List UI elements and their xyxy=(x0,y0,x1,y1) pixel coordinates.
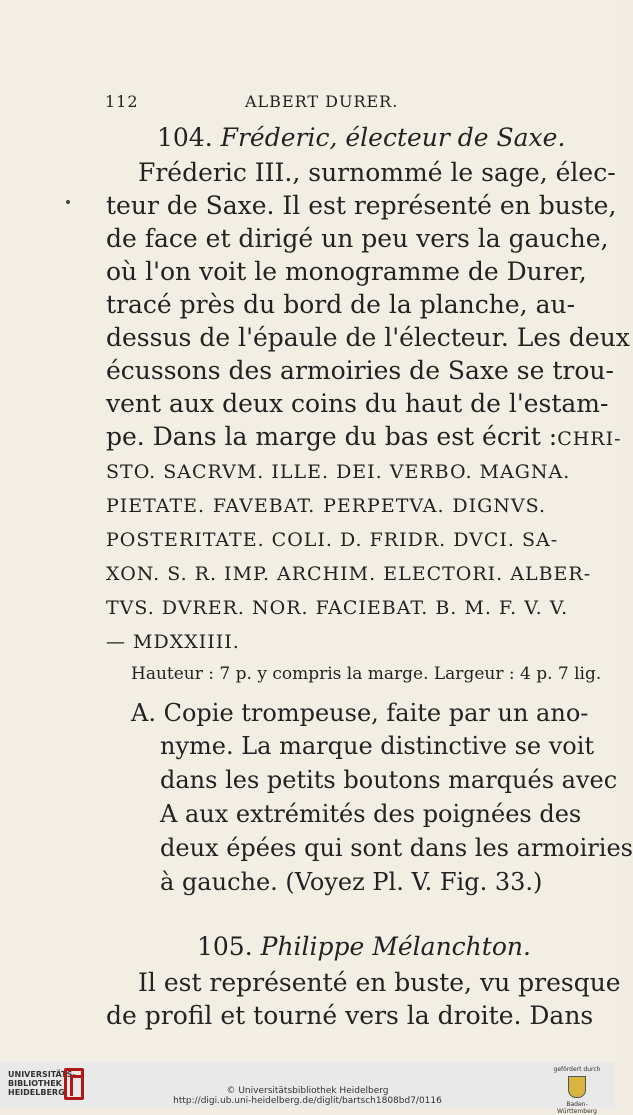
entry-title: Philippe Mélanchton. xyxy=(260,932,531,961)
copy-line: dans les petits boutons marqués avec xyxy=(160,766,618,794)
text-line: de face et dirigé un peu vers la gauche, xyxy=(106,224,609,253)
text-line: écussons des armoiries de Saxe se trou- xyxy=(106,356,614,385)
source-url[interactable]: http://digi.ub.uni-heidelberg.de/diglit/bartsch1808bd7/0116 xyxy=(173,1096,442,1106)
funder-name: Baden-Württemberg xyxy=(557,1101,597,1115)
entry-104-heading xyxy=(157,123,565,152)
text-line: où l'on voit le monogramme de Durer, xyxy=(106,257,587,286)
text-segment: pe. Dans la marge du bas est écrit : xyxy=(106,422,558,451)
inscription-line: — MDXXIIII. xyxy=(106,631,240,653)
entry-number: 104. xyxy=(157,123,213,152)
copy-line: A. Copie trompeuse, faite par un ano- xyxy=(131,699,589,727)
text-line: Il est représenté en buste, vu presque xyxy=(138,968,621,997)
inscription-start: CHRI- xyxy=(557,428,622,450)
ink-speck xyxy=(66,200,70,204)
inscription-line: STO. SACRVM. ILLE. DEI. VERBO. MAGNA. xyxy=(106,461,571,483)
page-number: 112 xyxy=(105,92,139,111)
dimensions-note: Hauteur : 7 p. y compris la marge. Largeur : 4 p. 7 lig. xyxy=(131,664,602,684)
entry-105-heading xyxy=(197,932,531,961)
inscription-line: XON. S. R. IMP. ARCHIM. ELECTORI. ALBER- xyxy=(106,563,592,585)
inscription-line: POSTERITATE. COLI. D. FRIDR. DVCI. SA- xyxy=(106,529,559,551)
text-line: de profil et tourné vers la droite. Dans xyxy=(106,1001,594,1030)
copyright-text: © Universitätsbibliothek Heidelberg xyxy=(226,1086,389,1096)
text-line xyxy=(106,420,622,456)
inscription-line: PIETATE. FAVEBAT. PERPETVA. DIGNVS. xyxy=(106,495,546,517)
copy-line: à gauche. (Voyez Pl. V. Fig. 33.) xyxy=(160,868,543,896)
viewer-footer xyxy=(0,1062,615,1115)
copy-line: deux épées qui sont dans les armoiries xyxy=(160,834,633,862)
running-title: ALBERT DURER. xyxy=(245,92,399,111)
text-line: tracé près du bord de la planche, au- xyxy=(106,290,576,319)
funder-logo xyxy=(547,1066,607,1115)
text-line: Fréderic III., surnommé le sage, élec- xyxy=(138,158,616,187)
text-line: vent aux deux coins du haut de l'estam- xyxy=(106,389,609,418)
inscription-line: TVS. DVRER. NOR. FACIEBAT. B. M. F. V. V. xyxy=(106,597,569,619)
crest-icon xyxy=(568,1076,586,1098)
entry-number: 105. xyxy=(197,932,253,961)
copy-line: nyme. La marque distinctive se voit xyxy=(160,732,595,760)
funded-by-label: gefördert durch xyxy=(553,1066,601,1073)
text-line: dessus de l'épaule de l'électeur. Les deux xyxy=(106,323,630,352)
copy-line: A aux extrémités des poignées des xyxy=(160,800,582,828)
text-line: teur de Saxe. Il est représenté en buste, xyxy=(106,191,617,220)
library-logo: UNIVERSITÄTS- BIBLIOTHEK HEIDELBERG xyxy=(8,1070,76,1097)
entry-title: Fréderic, électeur de Saxe. xyxy=(220,123,566,152)
